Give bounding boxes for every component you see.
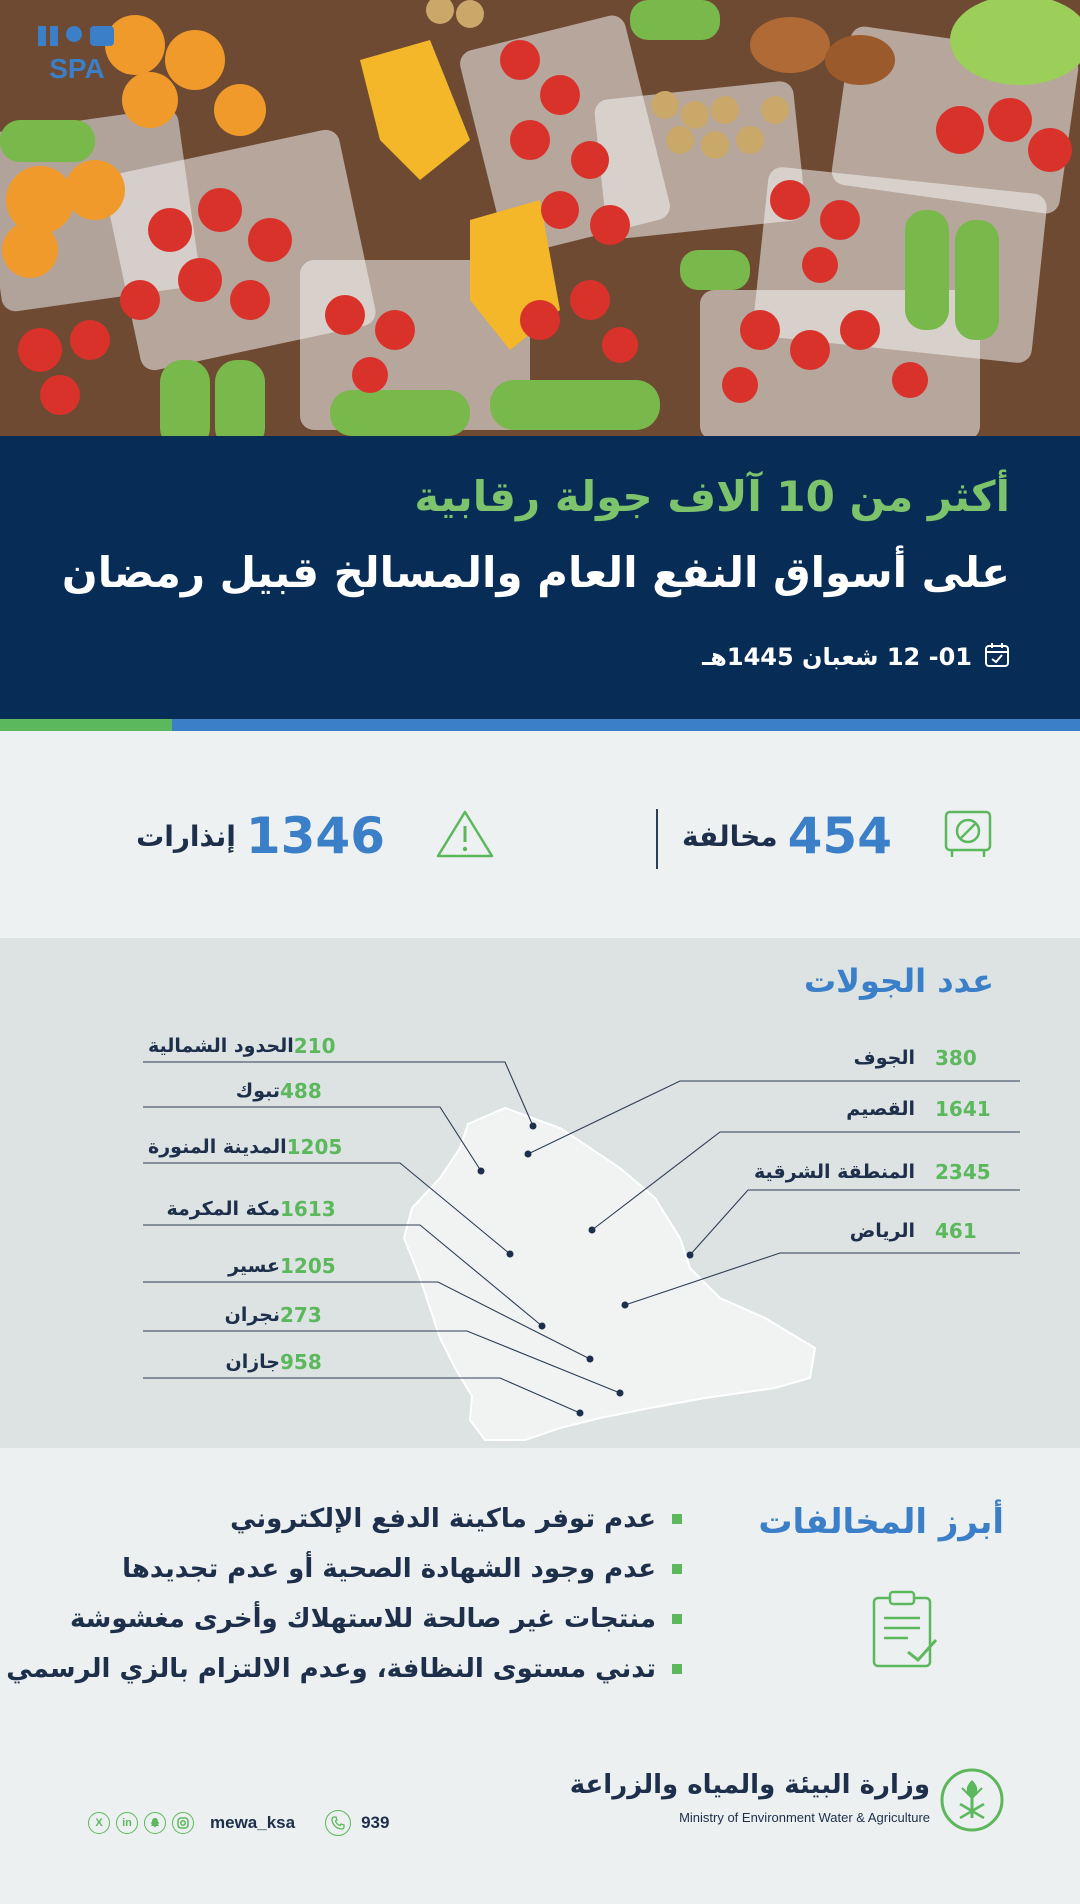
- svg-text:SPA: SPA: [49, 53, 105, 84]
- region-najran: 273 نجران: [224, 1303, 322, 1327]
- linkedin-icon[interactable]: in: [116, 1812, 138, 1834]
- violation-item: منتجات غير صالحة للاستهلاك وأخرى مغشوشة: [70, 1604, 682, 1634]
- violation-item: عدم توفر ماكينة الدفع الإلكتروني: [230, 1504, 682, 1534]
- prohibited-machine-icon: [942, 808, 994, 864]
- hero-produce-photo: [0, 0, 1080, 436]
- calendar-check-icon: [984, 642, 1010, 672]
- headline-secondary: على أسواق النفع العام والمسالخ قبيل رمضان: [61, 548, 1010, 597]
- produce-illustration: [0, 0, 1080, 436]
- region-qassim: 1641 القصيم: [846, 1097, 991, 1121]
- violations-count: 454: [787, 807, 892, 865]
- social-handle[interactable]: mewa_ksa: [210, 1813, 296, 1832]
- region-madinah: 1205 المدينة المنورة: [148, 1135, 343, 1159]
- bullet: [672, 1514, 682, 1524]
- region-northern-borders: 210 الحدود الشمالية: [148, 1034, 336, 1058]
- region-makkah: 1613 مكة المكرمة: [166, 1197, 336, 1221]
- region-jazan: 958 جازان: [225, 1350, 322, 1374]
- ministry-emblem-icon: [940, 1768, 1004, 1836]
- tours-title: عدد الجولات: [804, 962, 994, 1000]
- stats-section: [0, 731, 1080, 938]
- bullet: [672, 1564, 682, 1574]
- clipboard-checklist-icon: [870, 1590, 940, 1674]
- headline-band: [0, 436, 1080, 719]
- instagram-icon[interactable]: [172, 1812, 194, 1834]
- x-icon[interactable]: X: [88, 1812, 110, 1834]
- violation-item: عدم وجود الشهادة الصحية أو عدم تجديدها: [122, 1554, 682, 1584]
- map-silhouette: [404, 1108, 815, 1440]
- warning-triangle-icon: [435, 808, 495, 864]
- snapchat-icon[interactable]: [144, 1812, 166, 1834]
- violations-label: مخالفة: [681, 819, 778, 853]
- phone-number[interactable]: 939: [361, 1813, 390, 1832]
- accent-stripe-blue: [172, 719, 1080, 731]
- spa-logo: [30, 20, 125, 84]
- warnings-count: 1346: [245, 807, 385, 865]
- accent-stripe-green: [0, 719, 172, 731]
- ministry-name-en: Ministry of Environment Water & Agriculture: [679, 1810, 930, 1825]
- bullet: [672, 1614, 682, 1624]
- headline-primary: أكثر من 10 آلاف جولة رقابية: [414, 472, 1010, 521]
- phone-contact[interactable]: [325, 1810, 389, 1836]
- stat-warnings: [136, 807, 495, 865]
- region-aljouf: 380 الجوف: [853, 1046, 977, 1070]
- footer: [0, 1748, 1080, 1904]
- violations-title: أبرز المخالفات: [758, 1502, 1004, 1542]
- region-eastern: 2345 المنطقة الشرقية: [754, 1160, 991, 1184]
- date-range: 01- 12 شعبان 1445هـ: [702, 643, 972, 671]
- tours-map-section: [0, 938, 1080, 1448]
- warnings-label: إنذارات: [136, 819, 236, 853]
- region-tabuk: 488 تبوك: [235, 1079, 322, 1103]
- stats-divider: [656, 809, 658, 869]
- stat-violations: [682, 807, 994, 865]
- region-riyadh: 461 الرياض: [849, 1219, 977, 1243]
- violations-section: [0, 1448, 1080, 1748]
- ministry-name-ar: وزارة البيئة والمياه والزراعة: [569, 1770, 930, 1800]
- date-row: [702, 642, 1010, 672]
- phone-icon: [325, 1810, 351, 1836]
- region-asir: 1205 عسير: [228, 1254, 336, 1278]
- bullet: [672, 1664, 682, 1674]
- violation-item: تدني مستوى النظافة، وعدم الالتزام بالزي الرسمي: [6, 1654, 682, 1684]
- social-row: [88, 1810, 389, 1836]
